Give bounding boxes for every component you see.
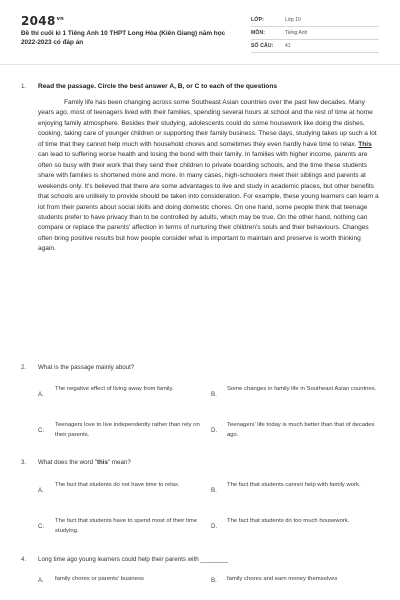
meta-row-class [251, 14, 379, 27]
exam-meta [251, 14, 379, 53]
option-text[interactable]: Teenagers love to live independently rather than rely on their parents. [55, 422, 200, 439]
question-number: 1. [21, 83, 27, 90]
option-text[interactable]: family chores and earn money themselves [227, 576, 338, 582]
meta-value-class: Lớp 10 [285, 17, 301, 23]
option-letter[interactable]: D. [211, 523, 218, 530]
option-letter[interactable]: D. [211, 427, 218, 434]
option-letter[interactable]: C. [38, 523, 45, 530]
meta-row-count [251, 40, 379, 53]
option-text[interactable]: family chores or parents' business [55, 576, 144, 582]
option-text[interactable]: The fact that students do too much housework. [227, 518, 350, 524]
logo-number: 2048 [21, 14, 56, 28]
option-letter[interactable]: A. [38, 577, 44, 584]
meta-label-class: LỚP: [251, 17, 265, 23]
meta-label-subject: MÔN: [251, 30, 266, 36]
question-text: What is the passage mainly about? [38, 364, 135, 371]
question-text [38, 459, 131, 466]
passage-text: Family life has been changing across some Southeast Asian countries over the past few decades. Many years ago, most of teenagers lived with their families, spending several hours at school and the rest of time at home enjoying family atmosphere. Besides their studying, adolescents could do some housework like doing the dishes, cooking, taking care of younger children or supporting their family business. These days, studying takes up such a lot of time that they cannot help much with household chores and sometimes they even hardly have time to relax. [38, 99, 377, 148]
meta-value-count: 41 [285, 43, 291, 49]
logo-suffix: vn [56, 16, 65, 22]
option-letter[interactable]: A. [38, 391, 44, 398]
option-letter[interactable]: B. [211, 391, 217, 398]
option-text[interactable]: The fact that students have to spend most of their time studying. [55, 518, 198, 535]
question-number: 4. [21, 556, 27, 563]
passage-keyword: This [358, 140, 372, 148]
question-text: Long time ago young learners could help their parents with ________ [38, 556, 228, 563]
header-divider [0, 64, 400, 65]
question-keyword: this [96, 459, 108, 466]
meta-row-subject [251, 27, 379, 40]
question-text-part: " mean? [107, 459, 131, 466]
site-logo[interactable] [21, 14, 64, 28]
option-text[interactable]: Teenagers' life today is much better than that of decades ago. [227, 422, 375, 439]
option-letter[interactable]: C. [38, 427, 45, 434]
question-number: 3. [21, 459, 27, 466]
question-text-part: What does the word " [38, 459, 97, 466]
reading-passage [38, 98, 379, 255]
option-letter[interactable]: A. [38, 487, 44, 494]
question-number: 2. [21, 364, 27, 371]
option-letter[interactable]: B. [211, 487, 217, 494]
option-letter[interactable]: B. [211, 577, 217, 584]
passage-text: can lead to suffering worse health and losing the bond with their family. In families with higher income, parents are often so busy with their work that they send their children to private boarding schools, and the time these students share with families is shortened more and more. In many cases, high-schoolers meet their siblings and parents at weekends only. It's believed that there are some advantages to live and study in academic places, but other benefits that schools are unlikely to provide should be taken into consideration. For example, these young learners can learn a lot from their parents about social skills and doing domestic chores. On one hand, some people think that teenage students prefer to have privacy than to be controlled by adults, which may be true. On the other hand, nothing can compare or replace the parents' affection in terms of nurturing their children's souls and their behaviours. Changes often bring positive results but how people consider what is important to maintain and preserve is worth thinking again. [38, 151, 379, 253]
question-instruction: Read the passage. Circle the best answer A, B, or C to each of the questions [38, 83, 278, 90]
meta-label-count: SỐ CÂU: [251, 43, 274, 49]
option-text[interactable]: The fact that students cannot help with family work. [227, 482, 361, 488]
option-text[interactable]: The negative effect of living away from family. [55, 386, 174, 392]
meta-value-subject: Tiếng Anh [285, 30, 308, 36]
exam-title: Đề thi cuối kì 1 Tiếng Anh 10 THPT Long Hòa (Kiên Giang) năm học 2022-2023 có đáp án [21, 30, 226, 47]
option-text[interactable]: The fact that students do not have time to relax. [55, 482, 180, 488]
option-text[interactable]: Some changes in family life in Southeast Asian countries. [227, 386, 377, 392]
